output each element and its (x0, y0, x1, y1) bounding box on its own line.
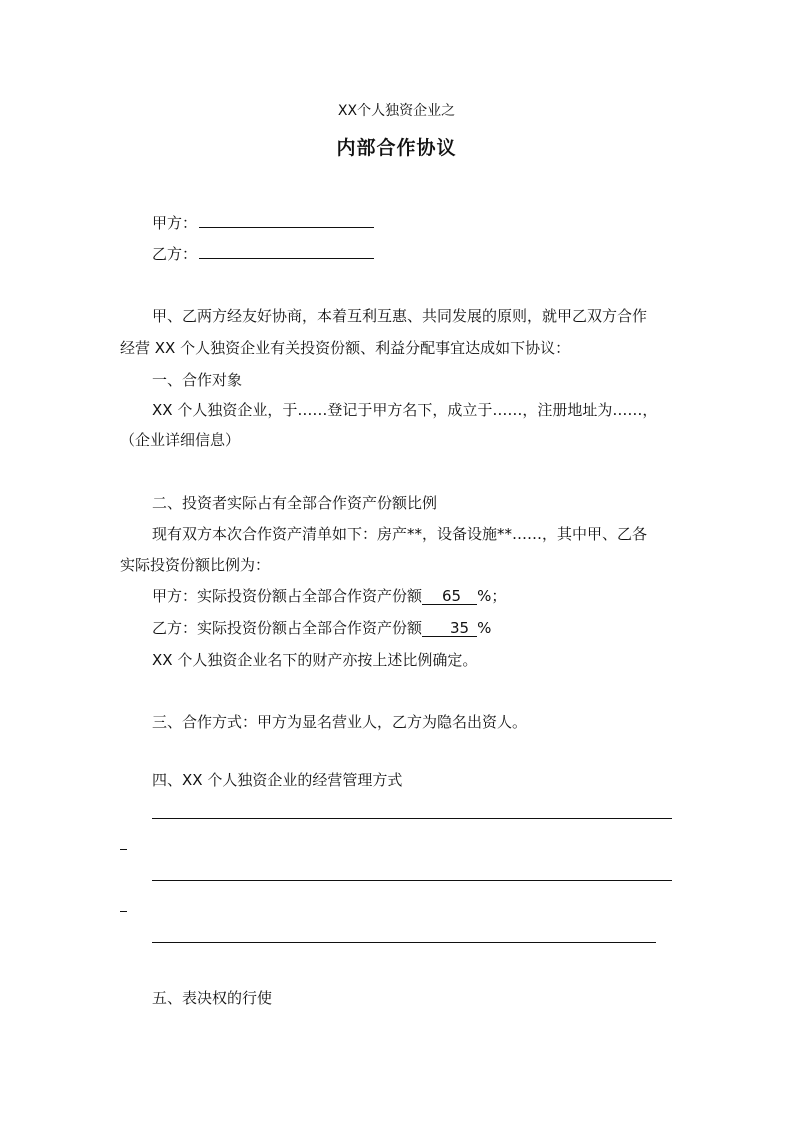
party-a-share-label: 甲方：实际投资份额占全部合作资产份额 (152, 587, 423, 605)
party-a-blank (199, 212, 374, 228)
party-b-share-unit: % (477, 619, 492, 637)
party-b-blank (199, 243, 374, 259)
section-1-line-2: （企业详细信息） (120, 431, 241, 449)
section-2-line-2: 实际投资份额比例为： (120, 556, 271, 574)
section-3-heading: 三、合作方式：甲方为显名营业人，乙方为隐名出资人。 (152, 713, 528, 731)
section-5-heading: 五、表决权的行使 (152, 989, 273, 1007)
party-a-label: 甲方： (152, 214, 198, 232)
party-a-share-unit: %； (477, 587, 507, 605)
party-b-share (152, 618, 491, 638)
section-2-note: XX 个人独资企业名下的财产亦按上述比例确定。 (152, 651, 478, 669)
party-b-share-label: 乙方：实际投资份额占全部合作资产份额 (152, 619, 423, 637)
section-2-line-1: 现有双方本次合作资产清单如下：房产**，设备设施**……，其中甲、乙各 (152, 525, 648, 543)
fill-in-line-2 (152, 880, 672, 881)
fill-in-line-3 (152, 942, 656, 943)
section-4-heading: 四、XX 个人独资企业的经营管理方式 (152, 771, 403, 789)
party-b-field (152, 243, 374, 264)
document-title: 内部合作协议 (336, 137, 457, 159)
document-subtitle: XX个人独资企业之 (337, 103, 456, 119)
line-dash-2 (120, 911, 127, 912)
line-dash-1 (120, 849, 127, 850)
party-b-share-value: 35 (422, 620, 477, 637)
party-a-share (152, 586, 506, 606)
section-1-line-1: XX 个人独资企业，于……登记于甲方名下，成立于……，注册地址为……， (152, 401, 658, 419)
party-b-label: 乙方： (152, 245, 198, 263)
intro-line-1: 甲、乙两方经友好协商，本着互利互惠、共同发展的原则，就甲乙双方合作 (152, 307, 648, 325)
party-a-field (152, 212, 374, 233)
party-a-share-value: 65 (422, 588, 477, 605)
fill-in-line-1 (152, 818, 672, 819)
section-1-heading: 一、合作对象 (152, 371, 243, 389)
section-2-heading: 二、投资者实际占有全部合作资产份额比例 (152, 494, 438, 512)
intro-line-2: 经营 XX 个人独资企业有关投资份额、利益分配事宜达成如下协议： (120, 339, 571, 357)
